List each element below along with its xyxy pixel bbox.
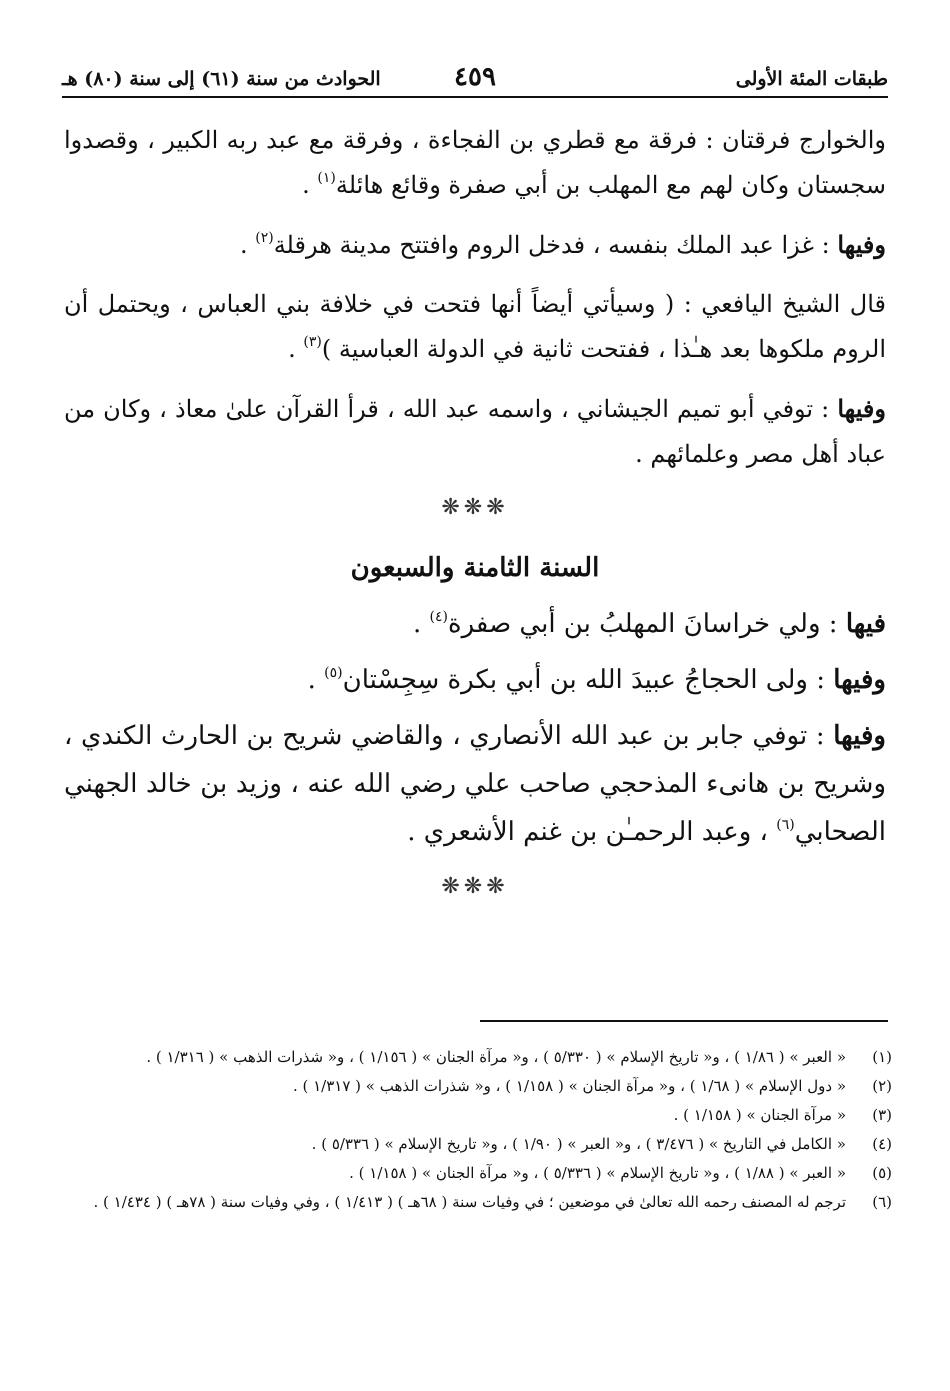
footnote-ref-6: (٦) (776, 817, 795, 833)
footnote-item: (٦) ترجم له المصنف رحمه الله تعالىٰ في موضعين ؛ في وفيات سنة ( ٦٨هـ ) ( ١/٤١٣ ) ، وفي وفيات سنة ( ٧٨هـ ) ( ١/٤٣٤ ) . (93, 1193, 892, 1211)
book-title: طبقات المئة الأولى (735, 68, 888, 90)
paragraph-deaths: وفيها : توفي جابر بن عبد الله الأنصاري ، والقاضي شريح بن الحارث الكندي ، وشريح بن هانىء المذحجي صاحب علي رضي الله عنه ، وزيد بن خالد الجهني الصحابي$^{(٦)}$ ، وعبد الرحمـٰن بن غنم الأشعري . (64, 721, 886, 847)
main-text (64, 118, 886, 929)
footnote-ref-5: (٥) (324, 665, 343, 681)
section-heading: السنة الثامنة والسبعون (350, 553, 600, 583)
footnotes (64, 1044, 892, 1218)
footnote-ref-4: (٤) (429, 609, 448, 625)
paragraph-muhallab: فيها : ولي خراسانَ المهلبُ بن أبي صفرة$^{(٤)}$ . (412, 609, 886, 639)
footnote-item: (١) « العبر » ( ١/٨٦ ) ، و« تاريخ الإسلام » ( ٥/٣٣٠ ) ، و« مرآة الجنان » ( ١/١٥٦ ) ، و« شذرات الذهب » ( ١/٣١٦ ) . (146, 1048, 892, 1066)
section-separator: ❋❋❋ (441, 495, 509, 520)
footnote-item: (٥) « العبر » ( ١/٨٨ ) ، و« تاريخ الإسلام » ( ٥/٣٣٦ ) ، و« مرآة الجنان » ( ١/١٥٨ ) . (349, 1164, 892, 1182)
section-separator: ❋❋❋ (441, 874, 509, 899)
footnote-item: (٢) « دول الإسلام » ( ١/٦٨ ) ، و« مرآة الجنان » ( ١/١٥٨ ) ، و« شذرات الذهب » ( ١/٣١٧ ) . (292, 1077, 892, 1095)
footnote-divider (480, 1020, 888, 1022)
chapter-title: الحوادث من سنة (٦١) إلى سنة (٨٠) هـ (62, 68, 381, 90)
footnote-item: (٤) « الكامل في التاريخ » ( ٣/٤٧٦ ) ، و« العبر » ( ١/٩٠ ) ، و« تاريخ الإسلام » ( ٥/٣٣٦ ) . (311, 1135, 892, 1153)
footnote-ref-1: (١) (317, 170, 336, 186)
footnote-ref-2: (٢) (255, 230, 274, 246)
paragraph-yafii: قال الشيخ اليافعي : ( وسيأتي أيضاً أنها فتحت في خلافة بني العباس ، ويحتمل أن الروم ملكوها بعد هـٰذا ، ففتحت ثانية في الدولة العباسية )$^{(٣)}$ . (64, 290, 886, 363)
running-header (62, 62, 888, 98)
paragraph-hajjaj: وفيها : ولى الحجاجُ عبيدَ الله بن أبي بكرة سِجِسْتان$^{(٥)}$ . (307, 665, 886, 695)
footnote-ref-3: (٣) (303, 334, 322, 350)
paragraph-khawarij: والخوارج فرقتان : فرقة مع قطري بن الفجاءة ، وفرقة مع عبد ربه الكبير ، وقصدوا سجستان وكان لهم مع المهلب بن أبي صفرة وقائع هائلة$^{(١)}$ . (64, 126, 886, 199)
paragraph-heraclea: وفيها : غزا عبد الملك بنفسه ، فدخل الروم وافتتح مدينة هرقلة$^{(٢)}$ . (239, 230, 886, 259)
paragraph-jayshani: وفيها : توفي أبو تميم الجيشاني ، واسمه عبد الله ، قرأ القرآن علىٰ معاذ ، وكان من عباد أهل مصر وعلمائهم . (64, 394, 886, 468)
footnote-item: (٣) « مرآة الجنان » ( ١/١٥٨ ) . (673, 1106, 892, 1124)
page-number: ٤٥٩ (454, 62, 496, 92)
